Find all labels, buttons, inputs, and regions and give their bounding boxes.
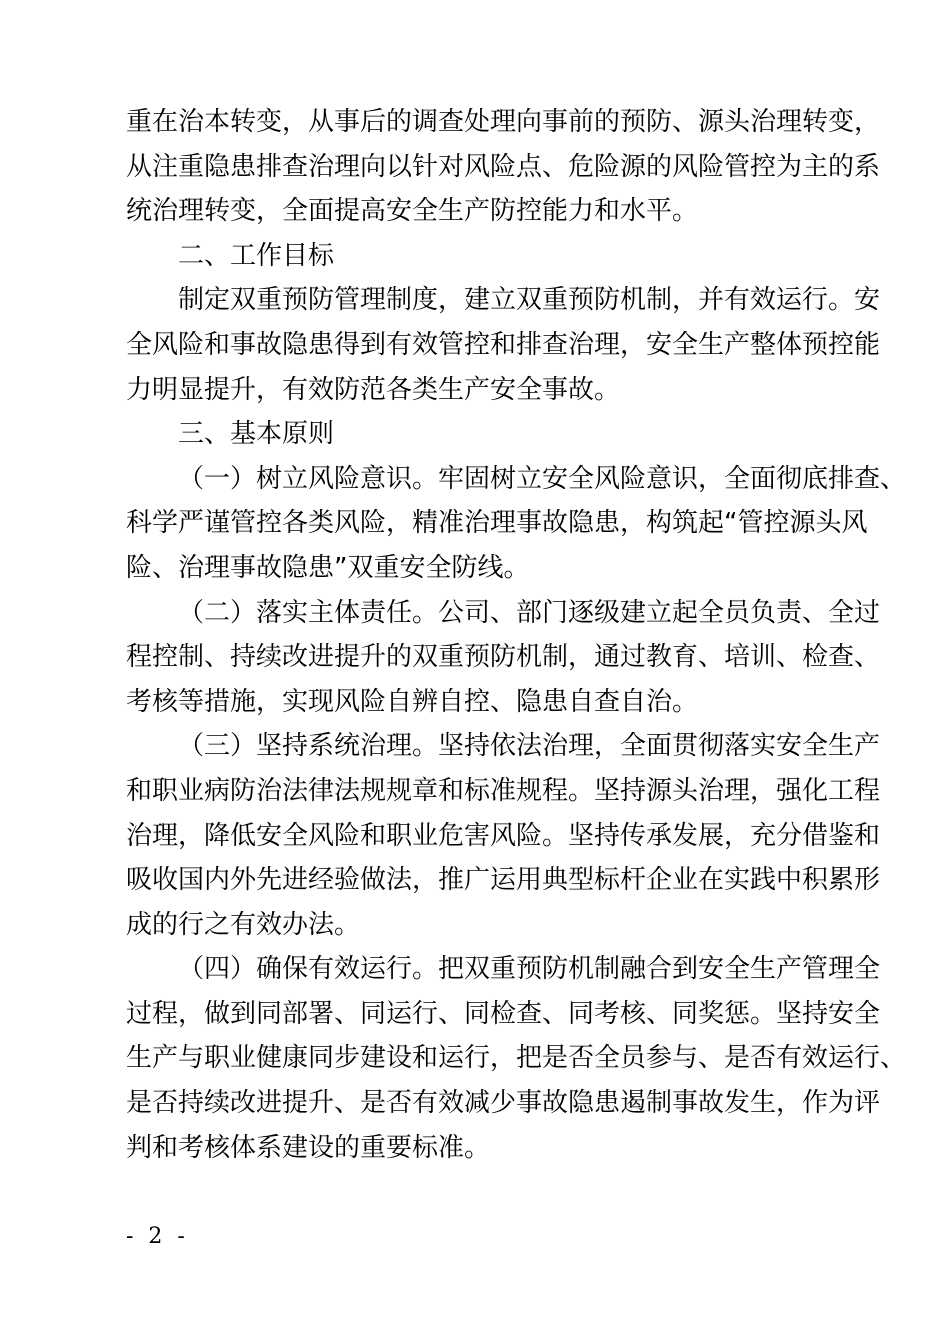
text-line: （二）落实主体责任。公司、部门逐级建立起全员负责、全过 — [178, 597, 881, 628]
text-line: 全风险和事故隐患得到有效管控和排查治理，安全生产整体预控能 — [126, 329, 881, 360]
text-line: （一）树立风险意识。牢固树立安全风险意识，全面彻底排查、 — [178, 463, 907, 494]
text-line: 科学严谨管控各类风险，精准治理事故隐患，构筑起“管控源头风 — [126, 508, 868, 539]
document-body — [126, 100, 907, 1170]
text-line: 险、治理事故隐患”双重安全防线。 — [126, 552, 530, 583]
text-line: 考核等措施，实现风险自辨自控、隐患自查自治。 — [126, 686, 699, 717]
text-line: （四）确保有效运行。把双重预防机制融合到安全生产管理全 — [178, 954, 881, 985]
text-line: 统治理转变，全面提高安全生产防控能力和水平。 — [126, 196, 699, 227]
text-line: 制定双重预防管理制度，建立双重预防机制，并有效运行。安 — [178, 285, 881, 316]
section-heading-goals: 二、工作目标 — [178, 240, 335, 271]
text-line: （三）坚持系统治理。坚持依法治理，全面贯彻落实安全生产 — [178, 731, 881, 762]
text-line: 成的行之有效办法。 — [126, 909, 361, 940]
text-line: 判和考核体系建设的重要标准。 — [126, 1132, 491, 1163]
page-number: - 2 - — [126, 1224, 189, 1249]
section-heading-principles: 三、基本原则 — [178, 419, 335, 450]
text-line: 从注重隐患排查治理向以针对风险点、危险源的风险管控为主的系 — [126, 151, 881, 182]
text-line: 过程，做到同部署、同运行、同检查、同考核、同奖惩。坚持安全 — [126, 998, 881, 1029]
text-line: 是否持续改进提升、是否有效减少事故隐患遏制事故发生，作为评 — [126, 1088, 881, 1119]
text-line: 生产与职业健康同步建设和运行，把是否全员参与、是否有效运行、 — [126, 1043, 907, 1074]
text-line: 和职业病防治法律法规规章和标准规程。坚持源头治理，强化工程 — [126, 775, 881, 806]
text-line: 治理，降低安全风险和职业危害风险。坚持传承发展，充分借鉴和 — [126, 820, 881, 851]
text-line: 重在治本转变，从事后的调查处理向事前的预防、源头治理转变， — [126, 107, 881, 137]
text-line: 程控制、持续改进提升的双重预防机制，通过教育、培训、检查、 — [126, 642, 881, 673]
text-line: 吸收国内外先进经验做法，推广运用典型标杆企业在实践中积累形 — [126, 865, 881, 896]
text-line: 力明显提升，有效防范各类生产安全事故。 — [126, 374, 621, 405]
